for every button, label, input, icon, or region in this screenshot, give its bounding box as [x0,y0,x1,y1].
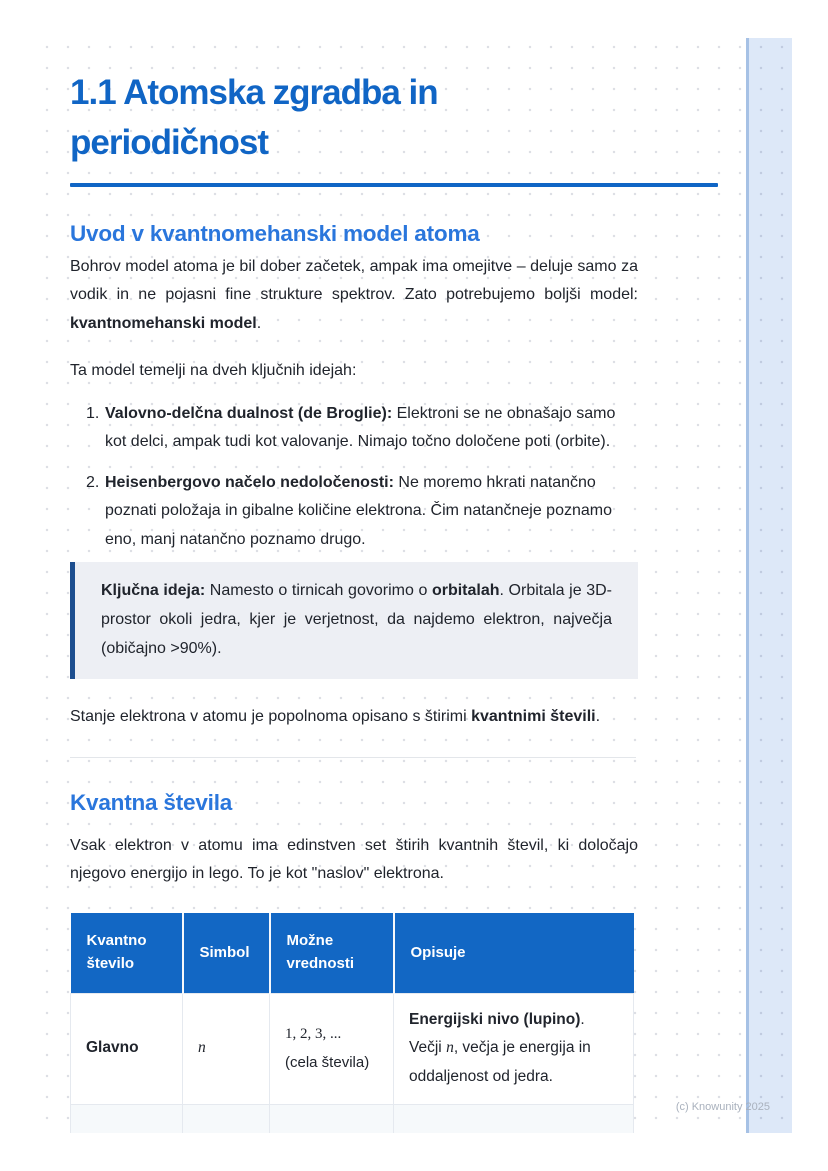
table-header-row [71,913,634,993]
page-title: 1.1 Atomska zgradba in periodičnost [70,73,438,162]
title-divider [70,183,718,187]
section-heading-intro: Uvod v kvantnomehanski model atoma [70,221,480,247]
list-item-duality [86,400,638,457]
list-number: 1. [86,404,100,422]
document-content [36,38,792,1133]
cell-values [270,993,394,1104]
list-item-heisenberg [86,469,638,554]
section-heading-quantum: Kvantna števila [70,790,233,816]
header-cell-opisuje: Opisuje [394,913,634,993]
key-idea-callout: Ključna ideja: Namesto o tirnicah govorimo o orbitalah. Orbitala je 3D-prostor okoli jedra, kjer je verjetnost, da najdemo elektron, največja (običajno >90%). [70,562,638,678]
copyright-note: (c) Knowunity 2025 [675,1101,770,1113]
cell-describes: Energijski nivo (lupino). Večji n, večja je energija in oddaljenost od jedra. [394,993,634,1104]
header-cell-simbol: Simbol [183,913,270,993]
list-number: 2. [86,473,100,491]
document-page [36,38,792,1133]
table-row-glavno [71,993,634,1104]
section-divider [70,757,636,758]
key-ideas-list [70,400,638,554]
table-row-partial [71,1104,634,1133]
list-item-text: Valovno-delčna dualnost (de Broglie): Elektroni se ne obnašajo samo kot delci, ampak tudi kot valovanje. Nimajo točno določene poti (orbite). [105,404,616,451]
paragraph-two-ideas: Ta model temelji na dveh ključnih idejah: [70,362,357,380]
cell-name: Glavno [71,993,183,1104]
paragraph-electron-state: Stanje elektrona v atomu je popolnoma opisano s štirimi kvantnimi števili. [70,707,601,725]
list-item-text: Heisenbergovo načelo nedoločenosti: Ne moremo hkrati natančno poznati položaja in gibalne količine elektrona. Čim natančneje poznamo eno, manj natančno poznamo drugo. [105,473,612,548]
quantum-numbers-table [70,913,634,1133]
header-cell-kvantno-stevilo: Kvantno število [71,913,183,993]
cell-values-note: (cela števila) [285,1053,370,1071]
paragraph-quantum-intro: Vsak elektron v atomu ima edinstven set štirih kvantnih števil, ki določajo njegovo energijo in lego. To je kot "naslov" elektrona. [70,836,638,883]
paragraph-bohr-model: Bohrov model atoma je bil dober začetek, ampak ima omejitve – deluje samo za vodik in ne pojasni fine strukture spektrov. Zato potrebujemo boljši model: kvantnomehanski model. [70,257,638,333]
header-cell-mozne-vrednosti: Možne vrednosti [270,913,394,993]
cell-symbol: n [183,993,270,1104]
cell-values-math: 1, 2, 3, ... [285,1025,342,1042]
